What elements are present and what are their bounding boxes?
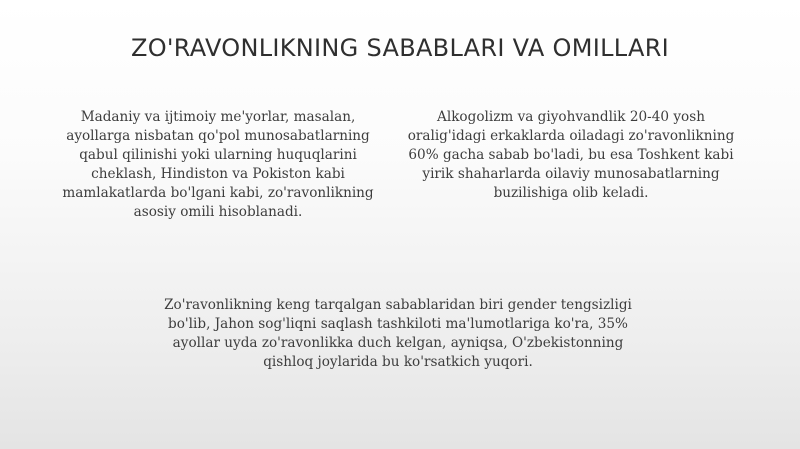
paragraph-cultural-norms: Madaniy va ijtimoiy me'yorlar, masalan, ayollarga nisbatan qo'pol munosabatlarning qabul qilinishi yoki ularning huquqlarini cheklash, Hindiston va Pokiston kabi mamlakatlarda bo'lgani kabi, zo'ravonlikning asosiy omili hisoblanadi. [62, 109, 374, 220]
slide-title: ZO'RAVONLIKNING SABABLARI VA OMILLARI [130, 34, 670, 62]
paragraph-gender-inequality: Zo'ravonlikning keng tarqalgan sabablaridan biri gender tengsizligi bo'lib, Jahon sog'liqni saqlash tashkiloti ma'lumotlariga ko'ra, 35% ayollar uyda zo'ravonlikka duch kelgan, ayniqsa, O'zbekistonning qishloq joylarida bu ko'rsatkich yuqori. [164, 297, 632, 370]
paragraph-alcoholism: Alkogolizm va giyohvandlik 20-40 yosh oralig'idagi erkaklarda oiladagi zo'ravonlikning 60% gacha sabab bo'ladi, bu esa Toshkent kabi yirik shaharlarda oilaviy munosabatlarning buzilishiga olib keladi. [407, 109, 735, 201]
